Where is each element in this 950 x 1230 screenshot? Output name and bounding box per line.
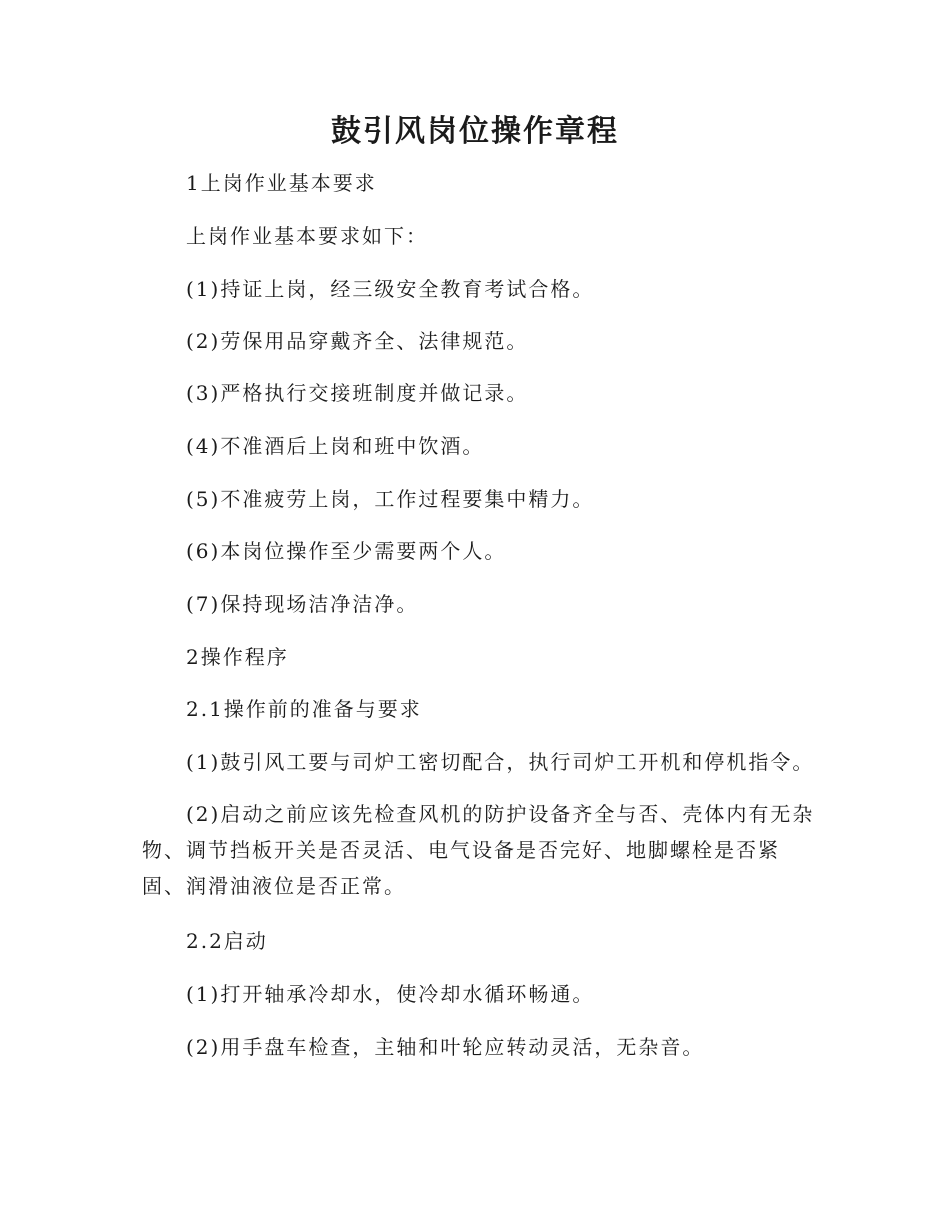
document-title: 鼓引风岗位操作章程 (331, 114, 619, 149)
subsection-heading-2-1: 2.1操作前的准备与要求 (186, 697, 422, 721)
section-heading-1: 1上岗作业基本要求 (186, 171, 377, 195)
subsection-heading-2-2: 2.2启动 (186, 929, 268, 953)
start-item-1: (1)打开轴承冷却水，使冷却水循环畅通。 (186, 982, 595, 1006)
intro-line: 上岗作业基本要求如下： (186, 224, 428, 248)
list-item-6: (6)本岗位操作至少需要两个人。 (186, 539, 507, 563)
list-item-4: (4)不准酒后上岗和班中饮酒。 (186, 434, 485, 458)
list-item-3: (3)严格执行交接班制度并做记录。 (186, 381, 529, 405)
step-item-2-paragraph: (2)启动之前应该先检查风机的防护设备齐全与否、壳体内有无杂物、调节挡板开关是否灵活、电气设备是否完好、地脚螺栓是否紧固、润滑油液位是否正常。 (142, 802, 815, 898)
list-item-1: (1)持证上岗，经三级安全教育考试合格。 (186, 277, 595, 301)
list-item-5: (5)不准疲劳上岗，工作过程要集中精力。 (186, 487, 595, 511)
step-item-1: (1)鼓引风工要与司炉工密切配合，执行司炉工开机和停机指令。 (186, 750, 815, 774)
list-item-2: (2)劳保用品穿戴齐全、法律规范。 (186, 329, 529, 353)
start-item-2: (2)用手盘车检查，主轴和叶轮应转动灵活，无杂音。 (186, 1035, 705, 1059)
section-heading-2: 2操作程序 (186, 645, 289, 669)
list-item-7: (7)保持现场洁净洁净。 (186, 592, 419, 616)
